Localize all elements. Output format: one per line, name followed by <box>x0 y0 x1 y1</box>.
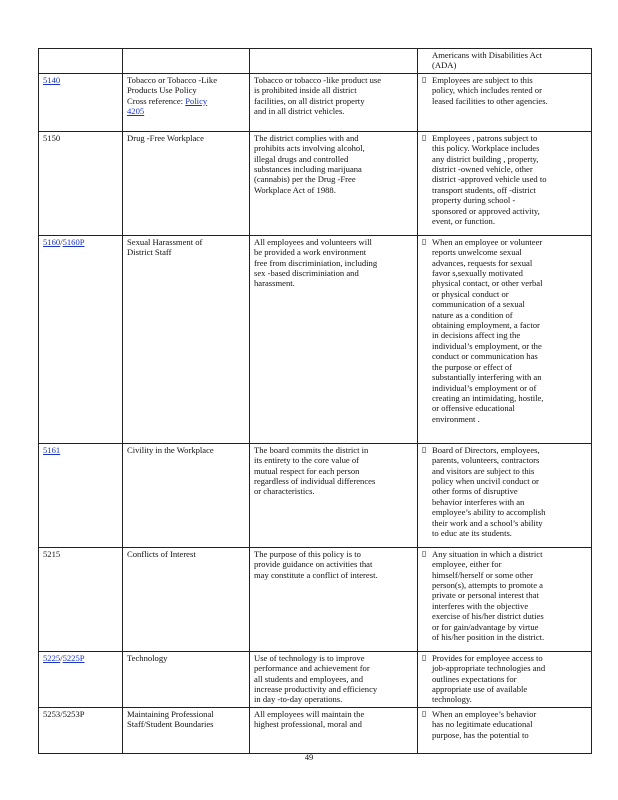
policy-table-body <box>39 49 592 754</box>
cross-reference <box>127 96 245 117</box>
table-row <box>39 131 592 235</box>
policy-code-cell <box>39 131 123 235</box>
cross-reference-label: Cross reference: <box>127 95 186 106</box>
policy-scope-cell <box>418 73 592 131</box>
policy-title: Tobacco or Tobacco -Like Products Use Policy <box>127 74 218 96</box>
policy-code-cell <box>39 73 123 131</box>
bullet-icon: ▯ <box>422 236 427 246</box>
scope-bullet-item <box>422 237 587 424</box>
policy-scope-cell <box>418 443 592 547</box>
empty-cell <box>123 49 250 74</box>
policy-code: 5150 <box>43 132 61 143</box>
policy-title-cell <box>123 235 250 443</box>
policy-description: The purpose of this policy is to provide guidance on activities that may constitute a conflict of interest. <box>254 548 378 580</box>
policy-title: Civility in the Workplace <box>127 444 214 455</box>
table-row <box>39 547 592 651</box>
policy-scope: Any situation in which a district employee, either for himself/herself or some other person(s), attempts to promote a private or personal interest that interferes with the objective exercise of his/her district duties or for gain/advantage by virtue of his/her position in the district. <box>432 548 545 643</box>
code-separator: / <box>60 708 63 719</box>
table-row <box>39 443 592 547</box>
policy-code: 5253 <box>43 708 61 719</box>
policy-title-cell <box>123 707 250 753</box>
policy-description: The board commits the district in its entirety to the core value of mutual respect for each person regardless of individual differences or characteristics. <box>254 444 376 497</box>
policy-code-link[interactable]: 5161 <box>43 444 61 455</box>
scope-bullet-item <box>422 445 587 539</box>
policy-description: All employees and volunteers will be provided a work environment free from discriminiation, including sex -based discriminiation and harassment. <box>254 236 378 289</box>
empty-cell <box>250 49 418 74</box>
page-number: 49 <box>304 752 314 762</box>
policy-description-cell <box>250 73 418 131</box>
policy-scope-cell <box>418 547 592 651</box>
bullet-icon: ▯ <box>422 132 427 142</box>
cross-reference-link[interactable]: Policy 4205 <box>127 95 208 117</box>
policy-title: Conflicts of Interest <box>127 548 196 559</box>
bullet-icon: ▯ <box>422 444 427 454</box>
scope-bullet-item <box>422 549 587 643</box>
policy-code-cell <box>39 443 123 547</box>
policy-scope-cell <box>418 707 592 753</box>
policy-description-cell <box>250 131 418 235</box>
policy-code: 5215 <box>43 548 61 559</box>
policy-description-cell <box>250 547 418 651</box>
continuation-text: Americans with Disabilities Act (ADA) <box>432 50 543 71</box>
code-separator: / <box>60 236 63 247</box>
policy-title: Maintaining Professional Staff/Student Boundaries <box>127 708 214 730</box>
policy-scope: When an employee’s behavior has no legitimate educational purpose, has the potential to <box>432 708 537 740</box>
bullet-icon: ▯ <box>422 652 427 662</box>
policy-code-cell <box>39 707 123 753</box>
code-separator: / <box>60 652 63 663</box>
policy-scope-cell <box>418 235 592 443</box>
policy-code-cell <box>39 547 123 651</box>
empty-cell <box>39 49 123 74</box>
policy-title-cell <box>123 73 250 131</box>
scope-bullet-item <box>422 75 587 106</box>
bullet-icon: ▯ <box>422 74 427 84</box>
policy-code-link[interactable]: 5160 <box>43 236 61 247</box>
policy-scope: When an employee or volunteer reports unwelcome sexual advances, requests for sexual favor s,sexually motivated physical contact, or other verbal or physical conduct or communication of a sexual nature as a condition of obtaining employment, a factor in decisions affect ing the individual’s employment, or the conduct or communication has the purpose or effect of substantially interfering with an individual’s employment or of creating an intimidating, hostile, or offensive educational environment . <box>432 236 544 424</box>
bullet-icon: ▯ <box>422 708 427 718</box>
policy-description: Use of technology is to improve performance and achievement for all students and employees, and increase productivity and efficiency in day -to-day operations. <box>254 652 378 705</box>
policy-description-cell <box>250 707 418 753</box>
policy-title-cell <box>123 547 250 651</box>
policy-scope: Employees , patrons subject to this policy. Workplace includes any district building , property, district -owned vehicle, other district -approved vehicle used to transport students, off -district property during school - sponsored or approved activity, event, or function. <box>432 132 547 227</box>
policy-scope-cell <box>418 131 592 235</box>
policy-title: Technology <box>127 652 168 663</box>
policy-description: The district complies with and prohibits acts involving alcohol, illegal drugs and controlled substances including marijuana (cannabis) per the Drug -Free Workplace Act of 1988. <box>254 132 365 195</box>
policy-description-cell <box>250 235 418 443</box>
policy-title: Drug -Free Workplace <box>127 132 204 143</box>
policy-scope: Provides for employee access to job-appropriate technologies and outlines expectations for appropriate use of available technology. <box>432 652 546 705</box>
policy-code-link[interactable]: 5160P <box>62 236 85 247</box>
continuation-cell <box>418 49 592 74</box>
scope-bullet-item <box>422 653 587 705</box>
policy-title-cell <box>123 651 250 707</box>
policy-scope: Board of Directors, employees, parents, volunteers, contractors and visitors are subject to this policy when uncivil conduct or other forms of disruptive behavior interferes with an employee’s ability to accomplish their work and a school’s ability to educ ate its students. <box>432 444 546 539</box>
table-row <box>39 707 592 753</box>
policy-description-cell <box>250 443 418 547</box>
policy-code-cell <box>39 235 123 443</box>
policy-code: 5253P <box>62 708 85 719</box>
policy-scope-cell <box>418 651 592 707</box>
policy-scope: Employees are subject to this policy, which includes rented or leased facilities to other agencies. <box>432 74 548 106</box>
table-row <box>39 73 592 131</box>
policy-description: Tobacco or tobacco -like product use is prohibited inside all district facilities, on all district property and in all district vehicles. <box>254 74 382 117</box>
policy-title-cell <box>123 131 250 235</box>
table-row <box>39 651 592 707</box>
policy-code-cell <box>39 651 123 707</box>
continuation-row <box>39 49 592 74</box>
policy-code-link[interactable]: 5225 <box>43 652 61 663</box>
scope-bullet-item <box>422 709 587 740</box>
policy-code-link[interactable]: 5225P <box>62 652 85 663</box>
policy-title-cell <box>123 443 250 547</box>
policy-description-cell <box>250 651 418 707</box>
scope-bullet-item <box>422 133 587 227</box>
policy-code-link[interactable]: 5140 <box>43 74 61 85</box>
policy-table <box>38 48 592 754</box>
table-row <box>39 235 592 443</box>
policy-title: Sexual Harassment of District Staff <box>127 236 203 258</box>
policy-description: All employees will maintain the highest professional, moral and <box>254 708 365 730</box>
bullet-icon: ▯ <box>422 548 427 558</box>
